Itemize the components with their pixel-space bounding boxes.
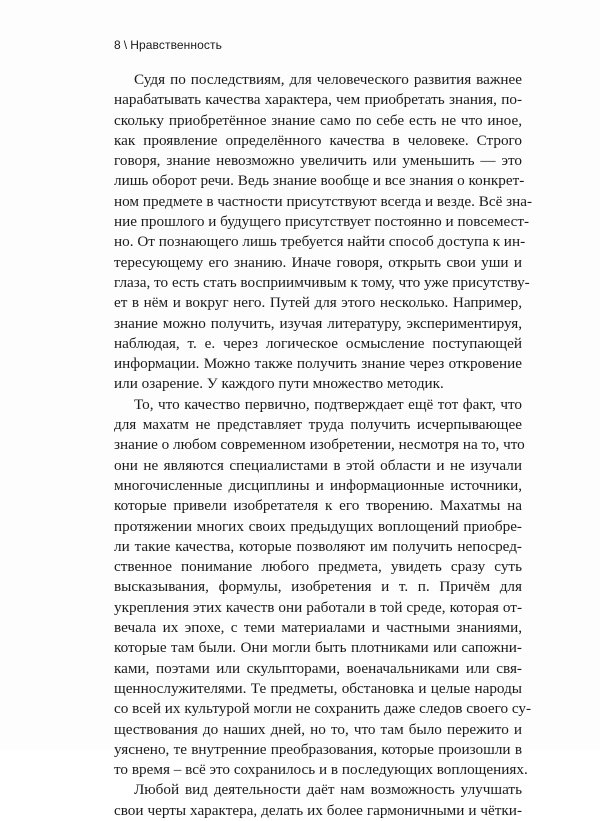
text-line: знание о любом современном изобретении, несмотря на то, что [114, 436, 525, 454]
header-separator: \ [123, 38, 128, 52]
text-line: Любой вид деятельности даёт нам возможность улучшать [134, 781, 522, 799]
text-line: То, что качество первично, подтверждает ещё тот факт, что [134, 395, 522, 413]
text-line: информации. Можно также получить знание через откровение [114, 355, 522, 373]
text-line: многочисленные дисциплины и информационные источники, [114, 476, 522, 494]
text-line: лишь оборот речи. Ведь знание вообще и все знания о конкрет- [114, 172, 525, 190]
running-header [114, 38, 222, 52]
text-line: протяжении многих своих предыдущих воплощений приобре- [114, 517, 522, 535]
text-line: Судя по последствиям, для человеческого развития важнее [134, 71, 522, 88]
page-number: 8 [114, 38, 121, 52]
text-line: как проявление определённого качества в человеке. Строго [114, 131, 522, 149]
text-line: уяснено, те внутренние преобразования, которые произошли в [114, 740, 522, 758]
text-line: которые привели изобретателя к его творению. Махатмы на [114, 497, 522, 515]
text-line: которые там были. Они могли быть плотниками или сапожни- [114, 639, 522, 657]
text-line: они не являются специалистами в этой области и не изучали [114, 456, 522, 474]
text-line: ственное понимание любого предмета, увидеть сразу суть [114, 558, 522, 576]
text-line: со всей их культурой могли не сохранить даже следов своего су- [114, 700, 532, 718]
text-line: говоря, знание невозможно увеличить или уменьшить — это [114, 152, 522, 170]
text-line: для махатм не представляет труда получить исчерпывающее [114, 416, 522, 434]
text-line: ние прошлого и будущего присутствует постоянно и повсемест- [114, 213, 530, 231]
text-line: укрепления этих качеств они работали в той среде, которая от- [114, 598, 522, 616]
body-text [114, 70, 533, 821]
text-line: скольку приобретённое знание само по себе есть не что иное, [114, 111, 522, 129]
text-line: то время – всё это сохранилось и в последующих воплощениях. [114, 761, 528, 779]
text-line: ном предмете в частности присутствуют всегда и везде. Всё зна- [114, 192, 533, 210]
text-line: ли такие качества, которые позволяют им получить непосред- [114, 537, 522, 555]
text-line: вечала их эпохе, с теми материалами и частными знаниями, [114, 619, 522, 637]
text-line: глаза, то есть стать восприимчивым к тому, что уже присутству- [114, 273, 530, 291]
text-line: высказывания, формулы, изобретения и т. п. Причём для [114, 578, 522, 596]
text-line: ками, поэтами или скульпторами, военачальниками или свя- [114, 659, 522, 677]
text-line: знание можно получить, изучая литературу, экспериментируя, [114, 314, 522, 332]
text-line: щеннослужителями. Те предметы, обстановка и целые народы [114, 679, 522, 697]
text-line: ет в нём и вокруг него. Путей для этого несколько. Например, [114, 294, 522, 312]
text-line: ществования до наших дней, но то, что там было пережито и [114, 720, 522, 738]
text-line: или озарение. У каждого пути множество методик. [114, 375, 444, 393]
text-line: тересующему его знанию. Иначе говоря, открыть свои уши и [114, 253, 522, 271]
text-line: наблюдая, т. е. через логическое осмысление поступающей [114, 334, 522, 352]
section-title: Нравственность [130, 38, 222, 52]
text-line: нарабатывать качества характера, чем приобретать знания, по- [114, 91, 522, 109]
text-line: но. От познающего лишь требуется найти способ доступа к ин- [114, 233, 526, 251]
text-line: свои черты характера, делать их более гармоничными и чётки- [114, 801, 522, 819]
